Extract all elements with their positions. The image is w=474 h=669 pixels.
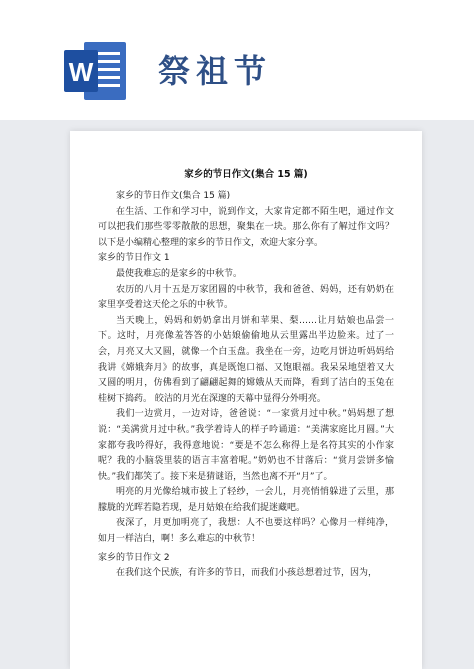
document-paragraph: 明亮的月光像给城市披上了轻纱，一会儿，月亮悄悄躲进了云里，那朦胧的光晖若隐若现，是月姑娘在给我们捉迷藏吧。 bbox=[98, 487, 394, 513]
document-body bbox=[98, 189, 394, 582]
document-paragraph: 家乡的节日作文 1 bbox=[98, 253, 170, 264]
header-banner bbox=[0, 0, 474, 120]
document-paragraph: 我们一边赏月，一边对诗，爸爸说：“一家赏月过中秋。”妈妈想了想说：“美满赏月过中秋。”我学着诗人的样子吟诵道：“美满家庭比月圆。”大家都夸我吟得好，我得意地说：“要是不怎么称得上是名符其实的小作家呢？我的小脑袋里装的语言丰富着呢。”奶奶也不甘落后：“赏月尝饼多愉快。”我们都笑了。接下来是猜谜语，当然也离不开“月”了。 bbox=[98, 409, 394, 482]
document-title: 家乡的节日作文(集合 15 篇) bbox=[184, 169, 308, 180]
word-logo-letter: W bbox=[68, 57, 94, 87]
document-paragraph: 夜深了，月更加明亮了，我想：人不也要这样吗？心像月一样纯净，如月一样洁白，啊！多么难忘的中秋节！ bbox=[98, 518, 394, 545]
document-paragraph: 最使我难忘的是家乡的中秋节。 bbox=[116, 268, 243, 279]
word-document-icon bbox=[62, 40, 128, 102]
document-paragraph: 在我们这个民族，有许多的节日，而我们小孩总想着过节，因为， bbox=[116, 568, 378, 579]
document-page bbox=[70, 131, 422, 669]
document-paragraph: 当天晚上，妈妈和奶奶拿出月饼和苹果、梨……让月姑娘也品尝一下。这时，月亮像羞答答的小姑娘偷偷地从云里露出半边脸来。过了一会，月亮又大又圆，就像一个白玉盘。我坐在一旁，边吃月饼边听妈妈给我讲《嫦娥奔月》的故事，真是既饱口福、又饱眼福。我呆呆地望着又大又圆的明月，仿佛看到了翩翩起舞的嫦娥从天而降，看到了洁白的玉兔在桂树下捣药。 皎洁的月光在深邃的天幕中显得分外明亮。 bbox=[98, 315, 394, 404]
document-paragraph: 农历的八月十五是万家团圆的中秋节，我和爸爸、妈妈，还有奶奶在家里享受着这天伦之乐的中秋节。 bbox=[98, 284, 394, 311]
document-paragraph: 家乡的节日作文(集合 15 篇) bbox=[116, 191, 231, 201]
document-paragraph: 在生活、工作和学习中，说到作文，大家肯定都不陌生吧，通过作文可以把我们那些零零散散的思想，聚集在一块。那么你有了解过作文吗？以下是小编精心整理的家乡的节日作文，欢迎大家分享。 bbox=[98, 206, 394, 248]
document-paragraph: 家乡的节日作文 2 bbox=[98, 552, 170, 563]
banner-title: 祭祖节 bbox=[158, 52, 273, 90]
